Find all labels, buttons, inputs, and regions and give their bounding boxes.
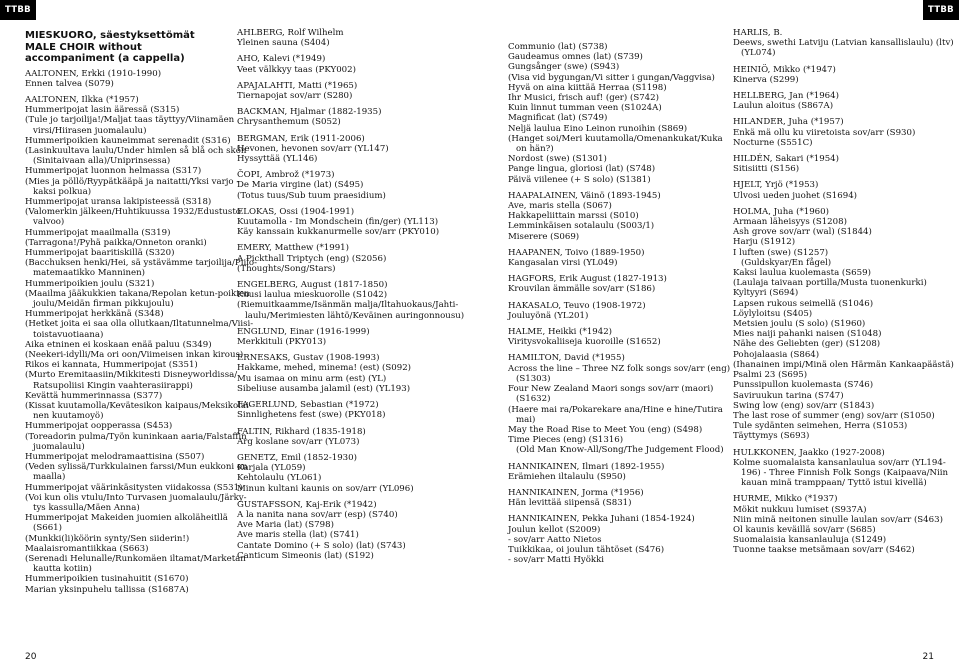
- entry-line: (Maailma jääkukkien takana/Repolan ketun-poikien: [25, 288, 250, 299]
- entry-line: Minun kultani kaunis on sov/arr (YL096): [237, 483, 414, 494]
- entry-line: Tuonne taakse metsämaan sov/arr (S462): [733, 545, 915, 556]
- catalog-column-2: [237, 28, 477, 567]
- entry-line: virsi/Hiirasen juomalaulu): [33, 125, 147, 136]
- catalog-entry: [733, 154, 948, 174]
- catalog-entry: [733, 91, 948, 111]
- catalog-entry: [733, 28, 954, 59]
- entry-line: (Laulaja taivaan portilla/Musta tuonenkurki): [733, 278, 927, 289]
- entry-heading: AHLBERG, Rolf Wilhelm: [237, 28, 344, 38]
- entry-line: Magnificat (lat) (S749): [508, 113, 608, 124]
- entry-line: Sitisiitti (S156): [733, 164, 800, 175]
- entry-heading: HANNIKAINEN, Jorma (*1956): [508, 487, 644, 498]
- entry-heading: GENETZ, Emil (1852-1930): [237, 452, 357, 463]
- entry-line: Ol kaunis keväillä sov/arr (S685): [733, 524, 876, 535]
- entry-line: (Voi kun olis vtulu/Into Turvasen juomalaulu/Järky-: [25, 492, 247, 503]
- catalog-entry: [508, 274, 723, 294]
- entry-heading: HURME, Mikko (*1937): [733, 494, 838, 505]
- entry-line: Kuusi laulua mieskuorolle (S1042): [237, 290, 388, 301]
- entry-line: Lapsen rukous seimellä (S1046): [733, 298, 874, 309]
- entry-line: May the Road Rise to Meet You (eng) (S498): [508, 424, 703, 435]
- entry-line: Nocturne (S551C): [733, 137, 813, 148]
- entry-heading: HALME, Heikki (*1942): [508, 327, 613, 338]
- section-title-line: MALE CHOIR without: [25, 41, 142, 53]
- entry-line: Armaan läheisyys (S1208): [733, 217, 847, 228]
- entry-heading: FALTIN, Rikhard (1835-1918): [237, 426, 366, 437]
- entry-line: (Guldskyar/En fågel): [741, 257, 832, 268]
- entry-line: Enkä mä ollu ku viiretoista sov/arr (S930): [733, 127, 916, 138]
- entry-line: laulu/Merimiesten lähtö/Keväinen auringonnousu): [245, 310, 465, 321]
- entry-line: Hummeripojat maailmalla (S319): [25, 227, 171, 238]
- entry-line: Hummeripojat uransa lakipisteessä (S318): [25, 196, 212, 207]
- entry-line: Metsien joulu (S solo) (S1960): [733, 319, 866, 330]
- entry-line: Pohojalaasia (S864): [733, 349, 820, 360]
- entry-heading: AALTONEN, Ilkka (*1957): [25, 94, 139, 105]
- entry-line: Kyltyyri (S694): [733, 288, 799, 299]
- entry-line: Viritysvokaliiseja kuoroille (S1652): [508, 337, 661, 348]
- entry-line: Chrysanthemum (S052): [237, 117, 341, 128]
- catalog-entry: [733, 65, 948, 85]
- entry-line: - sov/arr Matti Hyökki: [508, 555, 605, 566]
- entry-list: [25, 68, 258, 595]
- entry-line: juomalaulu): [33, 441, 85, 452]
- entry-line: Päivä viilenee (+ S solo) (S1381): [508, 174, 651, 185]
- entry-line: Kolme suomalaista kansanlaulua sov/arr (YL194-: [733, 457, 946, 468]
- catalog-entry: [237, 280, 477, 321]
- entry-line: Joulun kellot (S2009): [508, 524, 601, 535]
- entry-line: Four New Zealand Maori songs sov/arr (maori): [508, 384, 714, 395]
- entry-line: Hummeripojat melodramaattisina (S507): [25, 452, 205, 463]
- entry-line: Gaudeamus omnes (lat) (S739): [508, 52, 643, 63]
- voice-tab-right: TTBB: [923, 0, 959, 20]
- entry-line: Mies naiji pahanki naisen (S1048): [733, 329, 882, 340]
- entry-line: Across the line – Three NZ folk songs sov/arr (eng): [508, 363, 731, 374]
- entry-heading: ENGELBERG, August (1817-1850): [237, 280, 388, 291]
- page-number-left: 20: [25, 652, 37, 662]
- catalog-entry: [237, 243, 477, 274]
- entry-line: Krouvilan ämmälle sov/arr (S186): [508, 284, 656, 295]
- catalog-column-4: [733, 28, 954, 562]
- catalog-column-1: [25, 30, 258, 601]
- entry-line: Tuikkikaa, oi joulun tähtöset (S476): [508, 544, 665, 555]
- catalog-entry: [237, 327, 477, 347]
- entry-line: A Pickthall Triptych (eng) (S2056): [237, 253, 387, 264]
- entry-line: (Valomerkin jälkeen/Huhtikuussa 1932/Edustusto: [25, 207, 241, 218]
- entry-heading: ERNESAKS, Gustav (1908-1993): [237, 353, 380, 364]
- entry-line: tys kassulla/Mäen Anna): [33, 503, 140, 514]
- entry-line: joulu/Meidän firman pikkujoulu): [33, 298, 174, 309]
- entry-line: Marian yksinpuhelu tallissa (S1687A): [25, 584, 189, 595]
- entry-list: [508, 42, 731, 566]
- entry-line: (Serenadi Helunalle/Runkomäen iltamat/Marketan: [25, 554, 246, 565]
- entry-heading: HELLBERG, Jan (*1964): [733, 91, 839, 102]
- entry-line: Hummeripoikien joulu (S321): [25, 278, 155, 289]
- catalog-entry: [733, 117, 948, 148]
- entry-line: Merkkituli (PKY013): [237, 337, 327, 348]
- catalog-entry: [508, 42, 723, 185]
- entry-line: (S1632): [516, 394, 551, 405]
- entry-heading: ČOPI, Ambrož (*1973): [237, 170, 335, 181]
- entry-line: (Sinitaivaan alla)/Uniprinsessa): [33, 156, 171, 167]
- catalog-entry: [237, 500, 477, 561]
- entry-line: Harju (S1912): [733, 237, 796, 248]
- catalog-entry: [508, 248, 723, 268]
- catalog-entry: [25, 94, 258, 595]
- catalog-entry: [508, 488, 723, 508]
- entry-line: Arg koslane sov/arr (YL073): [237, 436, 360, 447]
- entry-line: Hummeripojat Makeiden juomien alkoläheitllä: [25, 513, 228, 524]
- entry-line: (Toreadorin pulma/Työn kuninkaan aaria/Falstaffin: [25, 431, 247, 442]
- entry-heading: AHO, Kalevi (*1949): [237, 54, 326, 65]
- entry-list: [733, 28, 954, 556]
- entry-line: Ave, maris stella (S067): [508, 201, 612, 212]
- entry-line: mai): [516, 414, 536, 425]
- catalog-entry: [237, 453, 477, 494]
- entry-heading: APAJALAHTI, Matti (*1965): [237, 80, 358, 91]
- entry-line: A la nanita nana sov/arr (esp) (S740): [237, 509, 398, 520]
- entry-heading: HAAPANEN, Toivo (1889-1950): [508, 247, 645, 258]
- entry-heading: ELOKAS, Ossi (1904-1991): [237, 206, 355, 217]
- entry-line: Karjala (YL059): [237, 463, 306, 474]
- entry-line: Hakkame, mehed, minema! (est) (S092): [237, 363, 412, 374]
- entry-line: Hummeripoikien tusinahuitit (S1670): [25, 574, 189, 585]
- entry-line: Kevättä hummerinnassa (S377): [25, 390, 163, 401]
- entry-line: Suomalaisia kansanlauluja (S1249): [733, 535, 887, 546]
- entry-line: Gungsånger (swe) (S943): [508, 62, 620, 73]
- entry-line: (Kissat kuutamolla/Kevätesikon kaipaus/Meksikolai-: [25, 401, 252, 411]
- entry-line: - sov/arr Aatto Nietos: [508, 534, 602, 545]
- entry-heading: HAMILTON, David (*1955): [508, 353, 625, 364]
- entry-line: maalla): [33, 472, 66, 483]
- entry-line: Sibeliuse ausamba jalamil (est) (YL193): [237, 383, 411, 394]
- entry-line: Tiernapojat sov/arr (S280): [237, 91, 353, 102]
- entry-heading: HEINIÖ, Mikko (*1947): [733, 64, 836, 75]
- entry-line: Hakkapeliittain marssi (S010): [508, 211, 639, 222]
- entry-line: valvoo): [33, 217, 65, 228]
- entry-line: (Ihanainen impi/Minä olen Härmän Kankaapäästä): [733, 359, 954, 370]
- voice-tab-left: TTBB: [0, 0, 36, 20]
- entry-line: Hummeripojat herkkänä (S348): [25, 309, 164, 320]
- entry-line: Hän levittää siipensä (S831): [508, 498, 632, 509]
- entry-line: Kaksi laulua kuolemasta (S659): [733, 268, 871, 279]
- entry-line: (YL074): [741, 48, 776, 59]
- entry-line: 196) - Three Finnish Folk Songs (Kaipaava/Niin: [741, 467, 949, 478]
- entry-line: Psalmi 23 (S695): [733, 370, 808, 381]
- entry-line: toistavuotiaana): [33, 329, 104, 340]
- entry-line: Veet välkkyy taas (PKY002): [237, 64, 356, 75]
- entry-heading: HILDÉN, Sakari (*1954): [733, 154, 839, 165]
- entry-line: Kuin linnut tumman veen (S1024A): [508, 103, 662, 114]
- entry-line: Hummeripojat väärinkäsitysten viidakossa (S531): [25, 482, 243, 493]
- catalog-entry: [733, 494, 948, 555]
- entry-line: Saviruukun tarina (S747): [733, 390, 844, 401]
- entry-line: kauan minä tramppaan/ Tyttö istui kivellä): [741, 478, 927, 489]
- entry-line: Käy kanssain kukkanurmelle sov/arr (PKY010): [237, 227, 440, 238]
- catalog-entry: [237, 54, 477, 74]
- entry-line: Mu isamaa on minu arm (est) (YL): [237, 373, 387, 384]
- entry-line: Ave Maria (lat) (S798): [237, 520, 334, 531]
- entry-line: Ratsupoliisi Kingin vaahterasiirappi): [33, 380, 193, 391]
- entry-line: Jouluyönä (YL201): [508, 310, 589, 321]
- entry-heading: FAGERLUND, Sebastian (*1972): [237, 400, 379, 411]
- entry-line: Sinnlighetens fest (swe) (PKY018): [237, 410, 386, 421]
- catalog-entry: [25, 69, 225, 89]
- entry-line: Ihr Musici, frisch auf! (ger) (S742): [508, 93, 659, 104]
- entry-heading: HANNIKAINEN, Pekka Juhani (1854-1924): [508, 514, 695, 525]
- entry-heading: HAAPALAINEN, Väinö (1893-1945): [508, 190, 661, 201]
- entry-line: kaksi polkua): [33, 186, 92, 197]
- entry-heading: BERGMAN, Erik (1911-2006): [237, 133, 365, 144]
- entry-line: Kuutamolla - Im Mondschein (fin/ger) (YL113): [237, 217, 439, 228]
- entry-line: matemaatikko Manninen): [33, 268, 145, 279]
- entry-line: (Riemuitkaamme/Isänmän malja/Iltahuokaus/Jahti-: [237, 300, 459, 311]
- entry-line: (Hanget soi/Meri kuutamolla/Omenankukat/Kuka: [508, 133, 723, 144]
- entry-line: Erämiehen iltalaulu (S950): [508, 471, 626, 482]
- entry-line: Löylyloitsu (S405): [733, 308, 813, 319]
- entry-line: Deews, swethi Latviju (Latvian kansallislaulu) (ltv): [733, 38, 954, 49]
- entry-line: Aika etninen ei koskaan enää paluu (S349): [25, 339, 212, 350]
- entry-line: (Tule jo tarjoilija!/Maljat taas täyttyy/Viinamäen: [25, 115, 235, 126]
- entry-line: Nordost (swe) (S1301): [508, 154, 607, 165]
- entry-line: Mökit nukkuu lumiset (S937A): [733, 504, 867, 515]
- entry-line: Hummeripojat luonnon helmassa (S317): [25, 166, 202, 177]
- entry-line: on hän?): [516, 144, 554, 155]
- catalog-entry: [508, 514, 723, 565]
- catalog-entry: [237, 427, 477, 447]
- entry-line: Ash grove sov/arr (wal) (S1844): [733, 227, 872, 238]
- entry-line: (Bacchuksen henki/Hei, sä ystävämme tarjoilija/Piilo-: [25, 258, 258, 269]
- entry-line: Canticum Simeonis (lat) (S192): [237, 550, 374, 561]
- entry-heading: ENGLUND, Einar (1916-1999): [237, 326, 370, 337]
- entry-heading: HILANDER, Juha (*1957): [733, 117, 844, 128]
- entry-line: (S1303): [516, 373, 551, 384]
- entry-heading: Communio (lat) (S738): [508, 42, 608, 52]
- catalog-entry: [733, 180, 948, 200]
- entry-line: I luften (swe) (S1257): [733, 247, 829, 258]
- entry-line: Punssipullon kuolemasta (S746): [733, 380, 874, 391]
- entry-line: Nähe des Geliebten (ger) (S1208): [733, 339, 881, 350]
- catalog-column-3: [508, 42, 731, 571]
- catalog-entry: [508, 462, 723, 482]
- entry-line: (Hetket joita ei saa olla ollutkaan/Iltatunnelma/Viisi-: [25, 319, 254, 330]
- entry-line: Cantate Domino (+ S solo) (lat) (S743): [237, 540, 406, 551]
- entry-line: Ennen talvea (S079): [25, 78, 114, 89]
- entry-line: Hevonen, hevonen sov/arr (YL147): [237, 143, 389, 154]
- entry-heading: HANNIKAINEN, Ilmari (1892-1955): [508, 461, 665, 472]
- entry-line: Laulun aloitus (S867A): [733, 101, 834, 112]
- entry-list: [237, 28, 477, 561]
- entry-line: The last rose of summer (eng) sov/arr (S1050): [733, 410, 935, 421]
- catalog-entry: [508, 327, 723, 347]
- entry-line: (Munkki(li)köörin synty/Sen siiderin!): [25, 533, 190, 544]
- entry-line: Hummeripojat lasin ääressä (S315): [25, 105, 180, 116]
- entry-line: Rikos ei kannata, Hummeripojat (S351): [25, 360, 198, 371]
- catalog-entry: [237, 170, 477, 201]
- entry-line: Lemminkäisen sotalaulu (S003/1): [508, 221, 655, 232]
- entry-line: nen kuutamoyö): [33, 411, 104, 422]
- entry-line: Pange lingua, gloriosi (lat) (S748): [508, 164, 656, 175]
- entry-heading: HJELT, Yrjö (*1953): [733, 180, 819, 191]
- catalog-entry: [237, 107, 477, 127]
- entry-line: Täyttymys (S693): [733, 431, 810, 442]
- entry-line: Neljä laulua Eino Leinon runoihin (S869): [508, 123, 688, 134]
- entry-line: (Veden sylissä/Turkkulainen farssi/Mun eukkoni on: [25, 462, 248, 473]
- entry-line: Ave maris stella (lat) (S741): [237, 530, 359, 541]
- entry-line: Maalaisromantiikkaa (S663): [25, 543, 149, 554]
- catalog-entry: [237, 353, 477, 394]
- entry-line: De Maria virgine (lat) (S495): [237, 180, 364, 191]
- entry-heading: HARLIS, B.: [733, 28, 783, 38]
- catalog-entry: [237, 28, 477, 48]
- catalog-entry: [508, 353, 731, 456]
- entry-heading: HOLMA, Juha (*1960): [733, 206, 829, 217]
- entry-line: Kehtolaulu (YL061): [237, 473, 322, 484]
- entry-line: Kangasalan virsi (YL049): [508, 258, 618, 269]
- entry-heading: HAGFORS, Erik August (1827-1913): [508, 274, 667, 285]
- entry-heading: EMERY, Matthew (*1991): [237, 243, 349, 254]
- entry-line: Hummeripojat baaritiskillä (S320): [25, 247, 175, 258]
- entry-line: (Tarragona!/Pyhä paikka/Onneton oranki): [25, 237, 207, 248]
- entry-heading: GUSTAFSSON, Kaj-Erik (*1942): [237, 499, 377, 510]
- entry-line: (Totus tuus/Sub tuum praesidium): [237, 190, 386, 201]
- entry-line: Kinerva (S299): [733, 74, 799, 85]
- section-title: [25, 30, 225, 65]
- entry-line: Tule sydänten seimehen, Herra (S1053): [733, 421, 908, 432]
- entry-line: Miserere (S069): [508, 231, 580, 242]
- entry-line: Yleinen sauna (S404): [237, 38, 330, 49]
- entry-line: Hummeripoikien kauneimmat serenadit (S316): [25, 135, 231, 146]
- catalog-entry: [733, 448, 948, 489]
- entry-line: (S661): [33, 523, 62, 534]
- page-number-right: 21: [922, 652, 934, 662]
- entry-line: Hyssyttää (YL146): [237, 154, 318, 165]
- entry-line: Swing low (eng) sov/arr (S1843): [733, 400, 875, 411]
- entry-line: (Haere mai ra/Pokarekare ana/Hine e hine/Tutira: [508, 404, 723, 415]
- entry-line: Hummeripojat oopperassa (S453): [25, 421, 173, 432]
- entry-line: (Visa vid bygungan/Vi sitter i gungan/Vaggvisa): [508, 72, 715, 83]
- entry-line: (Thoughts/Song/Stars): [237, 263, 336, 274]
- entry-heading: BACKMAN, Hjalmar (1882-1935): [237, 107, 382, 118]
- entry-line: kautta kotiin): [33, 564, 92, 575]
- entry-heading: HAKASALO, Teuvo (1908-1972): [508, 300, 646, 311]
- entry-line: (Mies ja pöllö/Ryypätkääpä ja naitatti/Yksi varjo -: [25, 176, 240, 187]
- entry-line: Ulvosi ueden juohet (S1694): [733, 190, 858, 201]
- entry-line: (Murto Eremitaasiin/Mikkitesti Disneyworldissa/: [25, 370, 238, 381]
- catalog-entry: [508, 301, 723, 321]
- catalog-entry: [237, 207, 477, 238]
- catalog-entry: [237, 81, 477, 101]
- entry-line: (Lasinkuultava laulu/Under himlen så blå och skön: [25, 145, 247, 156]
- section-title-line: accompaniment (a cappella): [25, 53, 185, 64]
- catalog-entry: [508, 191, 723, 242]
- entry-line: (Neekeri-idylli/Ma ori oon/Viimeisen inkan kirous): [25, 349, 244, 360]
- entry-heading: AALTONEN, Erkki (1910-1990): [25, 68, 162, 79]
- catalog-entry: [237, 400, 477, 420]
- entry-line: Time Pieces (eng) (S1316): [508, 435, 624, 446]
- catalog-entry: [733, 206, 954, 442]
- entry-line: Niin minä neitonen sinulle laulan sov/arr (S463): [733, 514, 943, 525]
- entry-line: Hyvä on aina kiittää Herraa (S1198): [508, 82, 667, 93]
- section-title-line: MIESKUORO, säestyksettömät: [25, 30, 195, 41]
- catalog-entry: [237, 134, 477, 165]
- entry-heading: HULKKONEN, Jaakko (1927-2008): [733, 447, 885, 458]
- entry-line: (Old Man Know-All/Song/The Judgement Flood): [516, 445, 724, 456]
